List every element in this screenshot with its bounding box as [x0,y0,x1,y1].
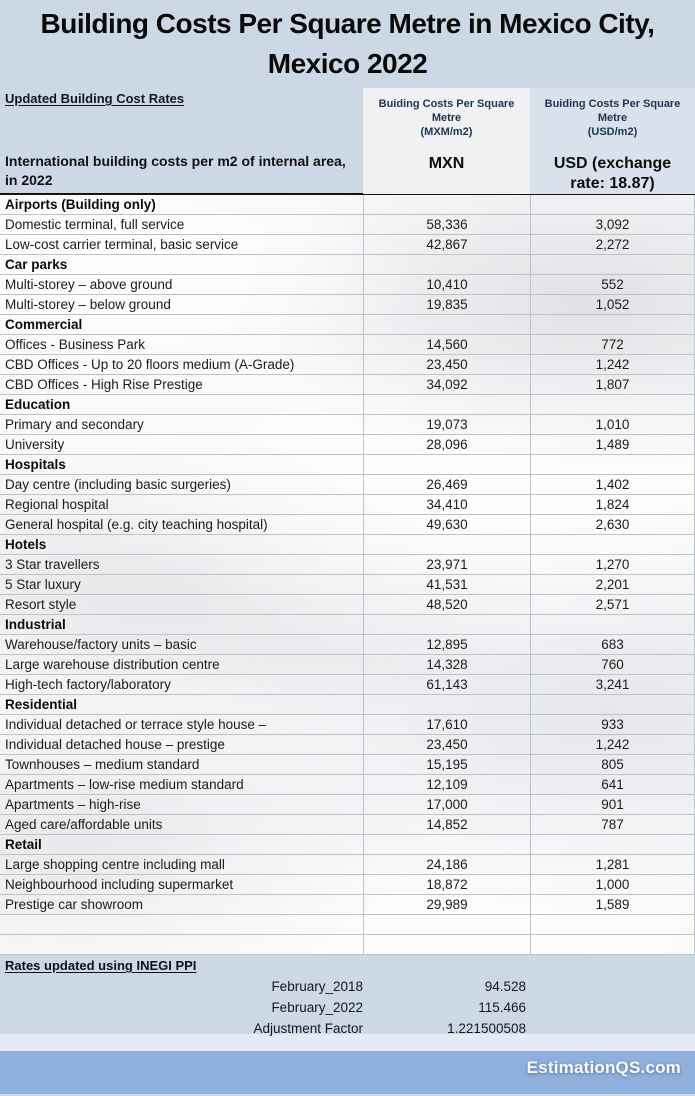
row-label: Large warehouse distribution centre [0,655,363,674]
usd-value [530,395,695,414]
row-label: Individual detached house – prestige [0,735,363,754]
usd-value: 901 [530,795,695,814]
section-row [0,535,695,555]
mxn-value: 24,186 [363,855,530,874]
table-row [0,295,695,315]
row-label: CBD Offices - High Rise Prestige [0,375,363,394]
mxn-value: 41,531 [363,575,530,594]
empty-row [0,915,695,935]
row-label: University [0,435,363,454]
mxn-value [363,315,530,334]
table-row [0,875,695,895]
mxn-value: 28,096 [363,435,530,454]
usd-value: 1,807 [530,375,695,394]
mxn-value: 61,143 [363,675,530,694]
usd-value [530,915,695,934]
section-row [0,255,695,275]
table-row [0,335,695,355]
usd-value: 2,571 [530,595,695,614]
mxn-value: 49,630 [363,515,530,534]
usd-value: 933 [530,715,695,734]
mxn-value: 12,109 [363,775,530,794]
usd-value: 1,000 [530,875,695,894]
table-row [0,855,695,875]
mxn-value [363,535,530,554]
mxn-value: 19,835 [363,295,530,314]
row-label: Prestige car showroom [0,895,363,914]
header-description-column [0,88,363,194]
mxn-value: 42,867 [363,235,530,254]
row-label [0,935,363,954]
table-row [0,775,695,795]
usd-column-header [530,88,695,194]
table-row [0,795,695,815]
mxn-value: 15,195 [363,755,530,774]
row-label [0,915,363,934]
usd-value: 2,272 [530,235,695,254]
mxn-column-title: Buiding Costs Per Square Metre [378,98,515,124]
row-label: CBD Offices - Up to 20 floors medium (A-Grade) [0,355,363,374]
mxn-value: 12,895 [363,635,530,654]
row-label: Domestic terminal, full service [0,215,363,234]
footer-bar [0,1051,695,1094]
mxn-value: 23,450 [363,355,530,374]
usd-value: 1,010 [530,415,695,434]
row-label: Hotels [0,535,363,554]
mxn-value [363,195,530,214]
mxn-value: 10,410 [363,275,530,294]
usd-unit-label: USD (exchange rate: 18.87) [553,155,672,192]
usd-value: 1,270 [530,555,695,574]
usd-value: 787 [530,815,695,834]
mxn-value: 19,073 [363,415,530,434]
brand-watermark: EstimationQS.com [526,1058,681,1077]
mxn-value [363,695,530,714]
usd-value [530,195,695,214]
row-label: Individual detached or terrace style house – [0,715,363,734]
table-row [0,675,695,695]
row-label: Resort style [0,595,363,614]
mxn-value: 29,989 [363,895,530,914]
table-row [0,735,695,755]
usd-value: 2,201 [530,575,695,594]
rates-heading: Rates updated using INEGI PPI [5,958,197,973]
usd-value: 552 [530,275,695,294]
mxn-value: 23,971 [363,555,530,574]
mxn-value [363,395,530,414]
usd-value: 641 [530,775,695,794]
row-label: Warehouse/factory units – basic [0,635,363,654]
table-row [0,895,695,915]
row-label: Multi-storey – below ground [0,295,363,314]
rate-value: 115.466 [478,1000,526,1015]
table-row [0,275,695,295]
row-label: Neighbourhood including supermarket [0,875,363,894]
mxn-value [363,455,530,474]
table-header [0,88,695,195]
usd-value [530,935,695,954]
usd-value: 805 [530,755,695,774]
section-row [0,395,695,415]
usd-value [530,535,695,554]
section-row [0,195,695,215]
usd-value [530,315,695,334]
table-row [0,515,695,535]
row-label: Commercial [0,315,363,334]
rate-label: February_2022 [271,1000,363,1015]
row-axis-label: International building costs per m2 of internal area, in 2022 [5,153,346,188]
row-label: Aged care/affordable units [0,815,363,834]
table-row [0,595,695,615]
table-row [0,215,695,235]
rate-row [0,998,695,1019]
usd-value [530,835,695,854]
section-row [0,455,695,475]
page-title-line1: Building Costs Per Square Metre in Mexico City, [40,8,655,39]
usd-value: 760 [530,655,695,674]
usd-value [530,695,695,714]
mxn-value: 48,520 [363,595,530,614]
row-label: Airports (Building only) [0,195,363,214]
row-label: Residential [0,695,363,714]
mxn-value: 17,000 [363,795,530,814]
table-row [0,235,695,255]
usd-value: 3,092 [530,215,695,234]
mxn-value: 14,560 [363,335,530,354]
mxn-value [363,255,530,274]
mxn-column-header [363,88,530,194]
row-label: Low-cost carrier terminal, basic service [0,235,363,254]
mxn-column-subtitle: (MXM/m2) [420,126,473,138]
row-label: High-tech factory/laboratory [0,675,363,694]
usd-value: 1,402 [530,475,695,494]
empty-row [0,935,695,955]
usd-value [530,615,695,634]
rate-row [0,977,695,998]
usd-value: 3,241 [530,675,695,694]
section-row [0,315,695,335]
page-title [0,0,695,88]
row-label: Day centre (including basic surgeries) [0,475,363,494]
mxn-value: 17,610 [363,715,530,734]
usd-column-subtitle: (USD/m2) [587,126,638,138]
table-row [0,415,695,435]
row-label: Retail [0,835,363,854]
mxn-value: 58,336 [363,215,530,234]
row-label: Primary and secondary [0,415,363,434]
row-label: Apartments – high-rise [0,795,363,814]
section-row [0,835,695,855]
usd-value: 1,242 [530,355,695,374]
table-row [0,575,695,595]
rate-value: 94.528 [484,979,526,994]
table-row [0,495,695,515]
rate-label: February_2018 [271,979,363,994]
rate-label: Adjustment Factor [253,1021,363,1036]
updated-rates-label: Updated Building Cost Rates [5,91,185,106]
row-label: 5 Star luxury [0,575,363,594]
table-row [0,355,695,375]
usd-value: 1,489 [530,435,695,454]
usd-value: 1,824 [530,495,695,514]
row-label: Hospitals [0,455,363,474]
usd-value: 772 [530,335,695,354]
mxn-value [363,615,530,634]
row-label: Regional hospital [0,495,363,514]
usd-value: 683 [530,635,695,654]
row-label: Apartments – low-rise medium standard [0,775,363,794]
usd-value [530,255,695,274]
table-row [0,815,695,835]
table-row [0,475,695,495]
rate-value: 1.221500508 [447,1021,526,1036]
row-label: Education [0,395,363,414]
mxn-value: 34,092 [363,375,530,394]
table-row [0,655,695,675]
table-row [0,755,695,775]
usd-value [530,455,695,474]
usd-value: 1,589 [530,895,695,914]
table-row [0,435,695,455]
usd-value: 1,052 [530,295,695,314]
usd-value: 1,242 [530,735,695,754]
mxn-value: 23,450 [363,735,530,754]
section-row [0,695,695,715]
table-row [0,375,695,395]
row-label: Multi-storey – above ground [0,275,363,294]
mxn-value: 14,852 [363,815,530,834]
table-row [0,715,695,735]
mxn-value [363,935,530,954]
mxn-value [363,915,530,934]
usd-value: 2,630 [530,515,695,534]
row-label: 3 Star travellers [0,555,363,574]
mxn-unit-label: MXN [428,155,465,172]
row-label: General hospital (e.g. city teaching hospital) [0,515,363,534]
row-label: Townhouses – medium standard [0,755,363,774]
table-row [0,555,695,575]
row-label: Large shopping centre including mall [0,855,363,874]
row-label: Offices - Business Park [0,335,363,354]
rates-update-block [0,955,695,1034]
mxn-value [363,835,530,854]
section-row [0,615,695,635]
mxn-value: 14,328 [363,655,530,674]
usd-column-title: Buiding Costs Per Square Metre [544,98,681,124]
mxn-value: 26,469 [363,475,530,494]
mxn-value: 18,872 [363,875,530,894]
cost-table-body [0,195,695,955]
row-label: Industrial [0,615,363,634]
row-label: Car parks [0,255,363,274]
mxn-value: 34,410 [363,495,530,514]
usd-value: 1,281 [530,855,695,874]
table-row [0,635,695,655]
page-title-line2: Mexico 2022 [267,48,428,79]
